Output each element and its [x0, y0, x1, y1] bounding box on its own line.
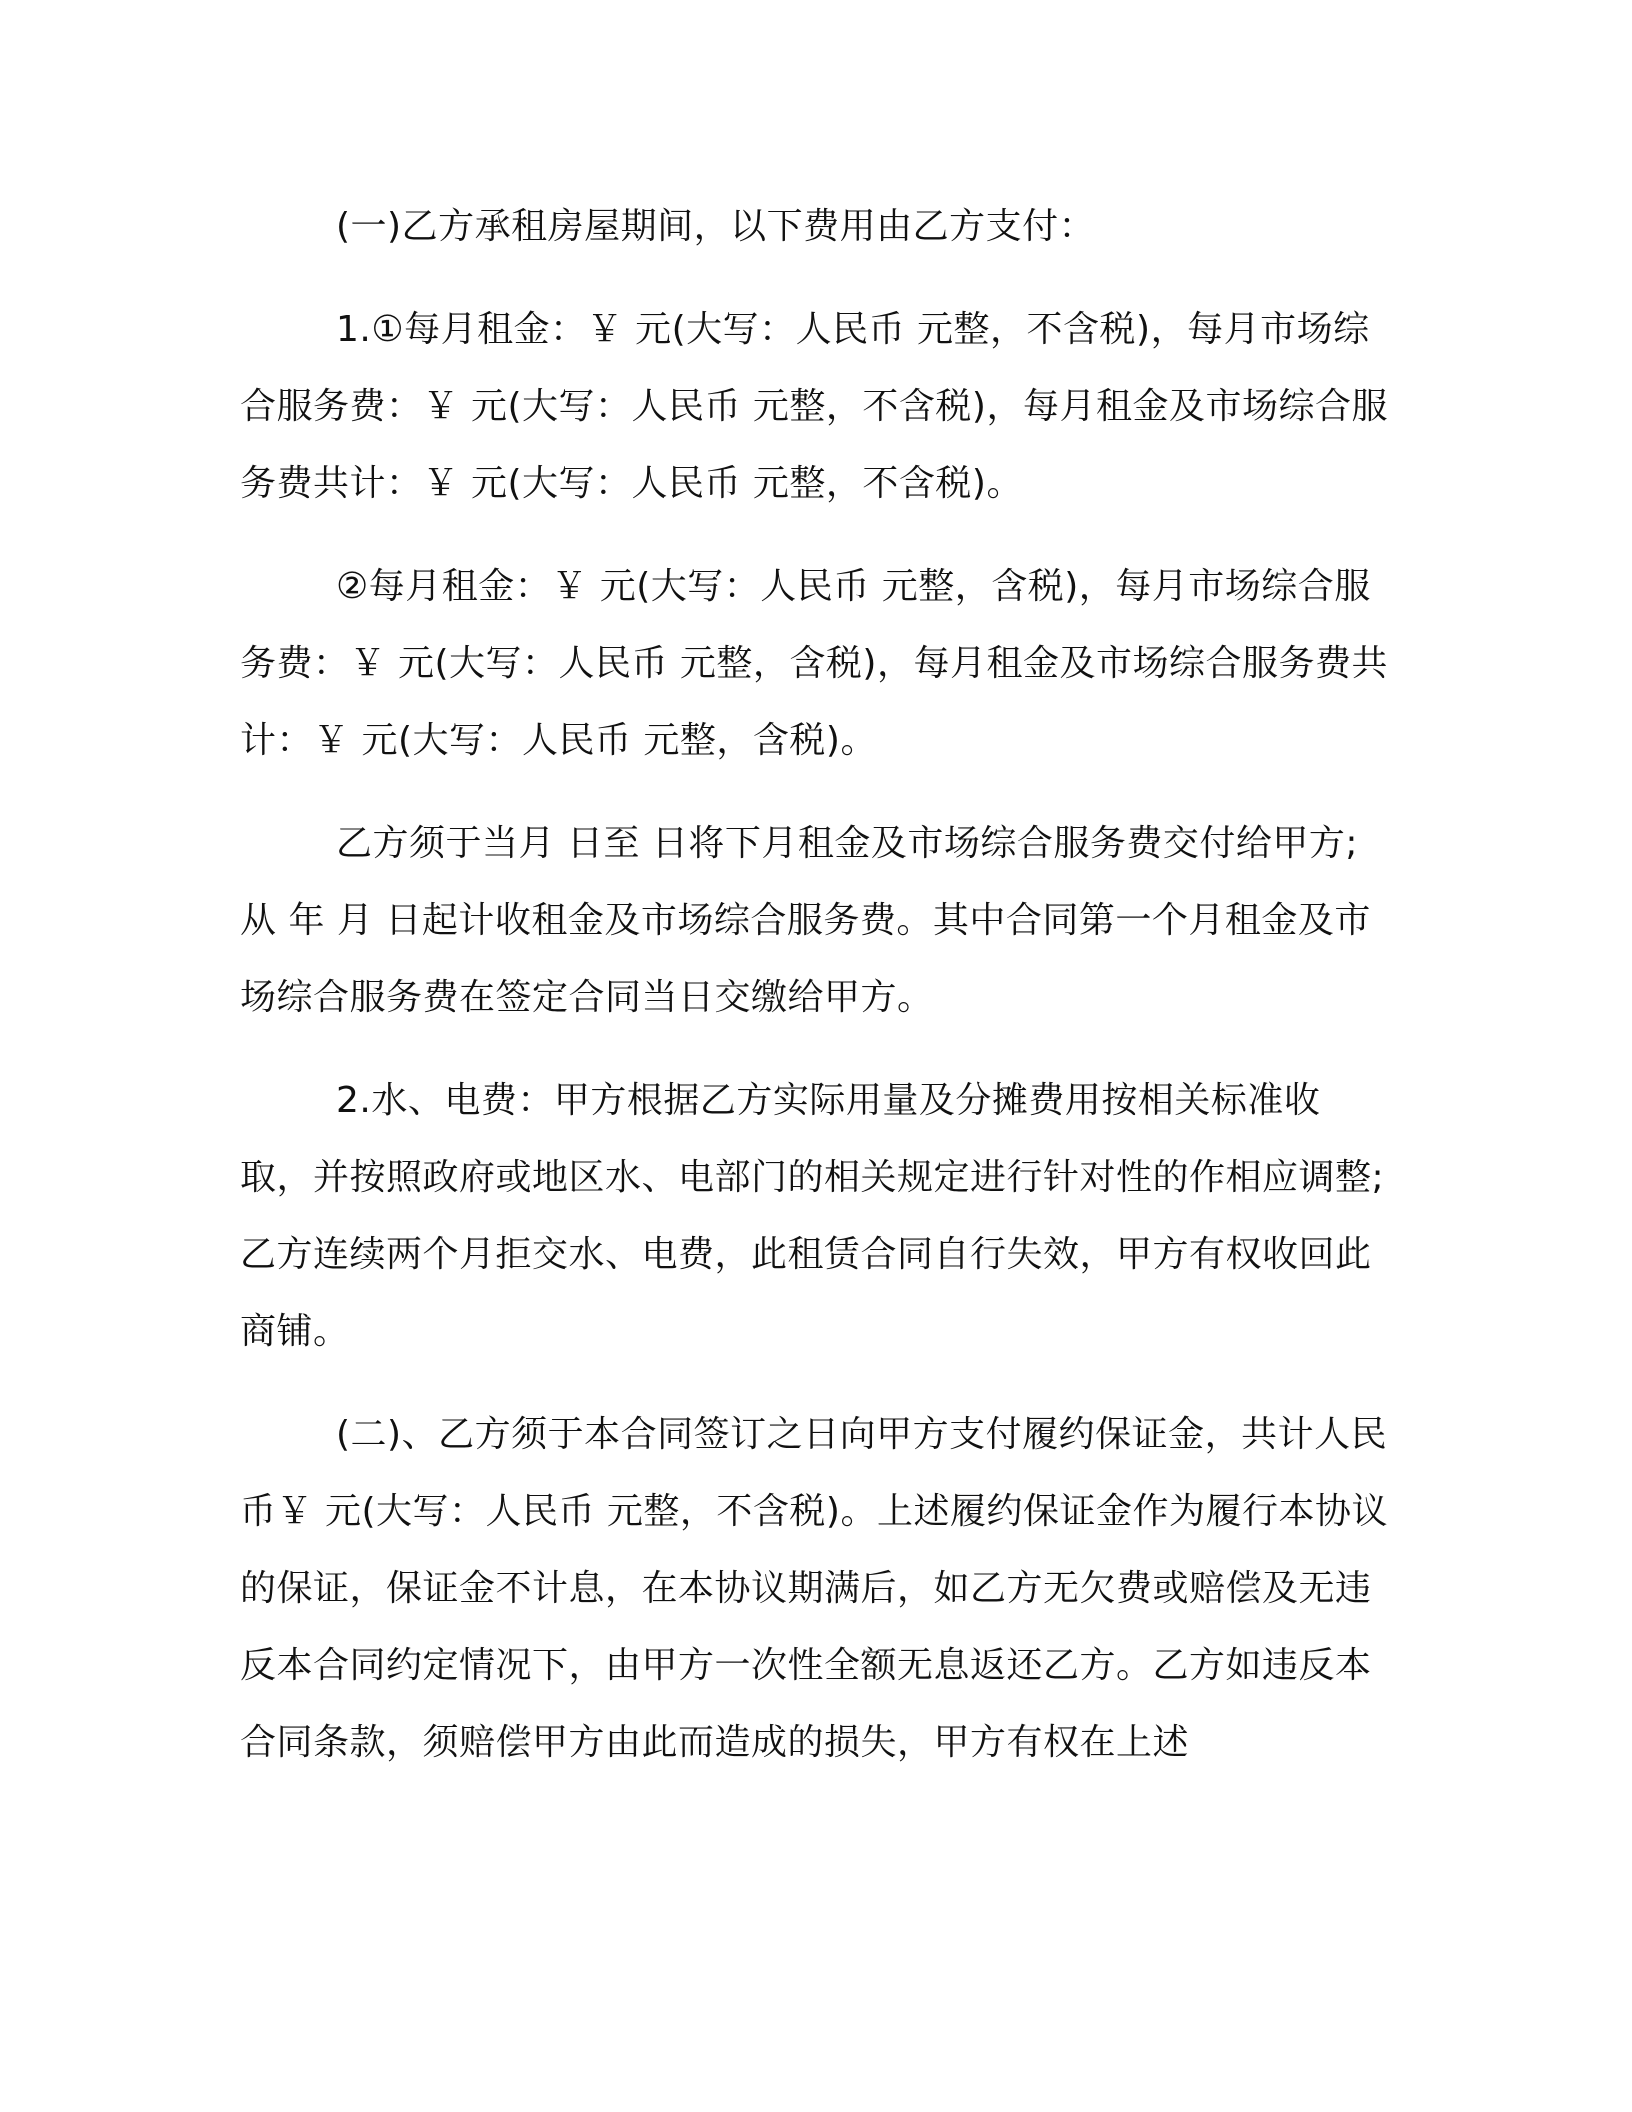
paragraph-section-1-heading: (一)乙方承租房屋期间，以下费用由乙方支付： — [336, 206, 1096, 247]
paragraph-payment-schedule: 乙方须于当月 日至 日将下月租金及市场综合服务费交付给甲方;从 年 月 日起计收租金及市场综合服务费。其中合同第一个月租金及市场综合服务费在签定合同当日交缴给甲方。 — [240, 823, 1371, 1018]
paragraph-utilities: 2.水、电费：甲方根据乙方实际用量及分摊费用按相关标准收取，并按照政府或地区水、电部门的相关规定进行针对性的作相应调整;乙方连续两个月拒交水、电费，此租赁合同自行失效，甲方有权收回此商铺。 — [240, 1080, 1385, 1352]
paragraph-rent-including-tax: ②每月租金：￥ 元(大写：人民币 元整，含税)，每月市场综合服务费：￥ 元(大写：人民币 元整，含税)，每月租金及市场综合服务费共计：￥ 元(大写：人民币 元整，含税)。 — [240, 566, 1388, 761]
paragraph-rent-excluding-tax: 1.①每月租金：￥ 元(大写：人民币 元整，不含税)，每月市场综合服务费：￥ 元(大写：人民币 元整，不含税)，每月租金及市场综合服务费共计：￥ 元(大写：人民币 元整，不含税)。 — [240, 309, 1388, 504]
paragraph-deposit: (二)、乙方须于本合同签订之日向甲方支付履约保证金，共计人民币￥ 元(大写：人民币 元整，不含税)。上述履约保证金作为履行本协议的保证，保证金不计息，在本协议期满后，如乙方无欠费或赔偿及无违反本合同约定情况下，由甲方一次性全额无息返还乙方。乙方如违反本合同条款，须赔偿甲方由此而造成的损失，甲方有权在上述 — [240, 1414, 1388, 1763]
document-body — [240, 188, 1390, 1807]
